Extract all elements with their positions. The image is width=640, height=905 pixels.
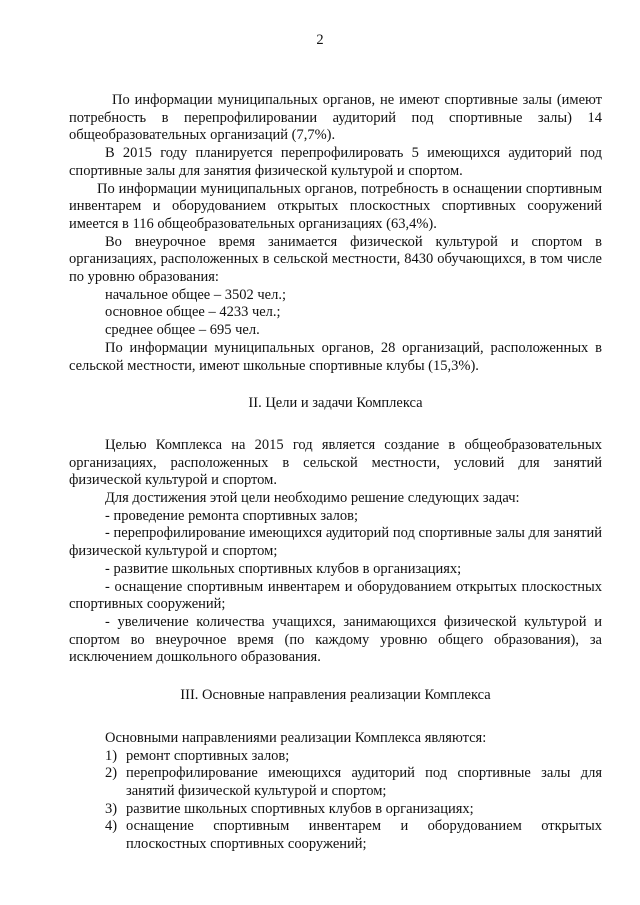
paragraph-no-gyms: По информации муниципальных органов, не имеют спортивные залы (имеют потребность в перепрофилировании аудиторий под спортивные залы) 14 общеобразовательных организаций (7,7%). xyxy=(69,92,602,144)
task-item: - перепрофилирование имеющихся аудиторий под спортивные залы для занятий физической культурой и спортом; xyxy=(69,525,602,560)
task-item: - увеличение количества учащихся, занимающихся физической культурой и спортом во внеурочное время (по каждому уровню общего образования), за исключением дошкольного образования. xyxy=(69,613,602,666)
task-item: - развитие школьных спортивных клубов в организациях; xyxy=(105,560,462,577)
list-item-number: 3) xyxy=(105,800,118,817)
list-item-number: 2) xyxy=(105,765,118,782)
task-item: - оснащение спортивным инвентарем и оборудованием открытых плоскостных спортивных сооружений; xyxy=(69,578,602,613)
list-item-number: 1) xyxy=(105,747,118,764)
directions-list xyxy=(69,748,602,854)
paragraph-sport-clubs: По информации муниципальных органов, 28 организаций, расположенных в сельской местности, имеют школьные спортивные клубы (15,3%). xyxy=(69,339,602,374)
paragraph-extracurricular: Во внеурочное время занимается физической культурой и спортом в организациях, расположенных в сельской местности, 8430 обучающихся, в том числе по уровню образования: xyxy=(69,233,602,286)
list-item xyxy=(69,748,602,766)
paragraph-equipment-need: По информации муниципальных органов, потребность в оснащении спортивным инвентарем и оборудованием открытых плоскостных спортивных сооружений имеется в 116 общеобразовательных организациях (63,4%). xyxy=(69,180,602,232)
task-item: - проведение ремонта спортивных залов; xyxy=(105,507,359,524)
paragraph-plan-2015: В 2015 году планируется перепрофилировать 5 имеющихся аудиторий под спортивные залы для занятия физической культурой и спортом. xyxy=(69,145,602,179)
list-item xyxy=(69,801,602,819)
section-heading-directions: III. Основные направления реализации Комплекса xyxy=(180,687,491,704)
level-secondary: среднее общее – 695 чел. xyxy=(105,322,260,339)
document-body xyxy=(69,92,602,854)
list-item-text: оснащение спортивным инвентарем и оборудованием открытых плоскостных спортивных сооружений; xyxy=(126,818,602,853)
tasks-lead: Для достижения этой цели необходимо решение следующих задач: xyxy=(105,490,520,507)
section-heading-goals: II. Цели и задачи Комплекса xyxy=(248,395,423,412)
list-item-text: развитие школьных спортивных клубов в организациях; xyxy=(126,800,474,817)
list-item xyxy=(69,765,602,800)
directions-lead: Основными направлениями реализации Комплекса являются: xyxy=(105,729,487,746)
list-item-number: 4) xyxy=(105,818,118,835)
list-item-text: перепрофилирование имеющихся аудиторий под спортивные залы для занятий физической культурой и спортом; xyxy=(126,765,602,799)
list-item xyxy=(69,818,602,853)
page-number: 2 xyxy=(316,32,324,48)
list-item-text: ремонт спортивных залов; xyxy=(126,747,290,764)
level-basic: основное общее – 4233 чел.; xyxy=(105,304,281,321)
level-primary: начальное общее – 3502 чел.; xyxy=(105,286,286,303)
paragraph-goal: Целью Комплекса на 2015 год является создание в общеобразовательных организациях, расположенных в сельской местности, условий для занятий физической культурой и спортом. xyxy=(69,436,602,489)
